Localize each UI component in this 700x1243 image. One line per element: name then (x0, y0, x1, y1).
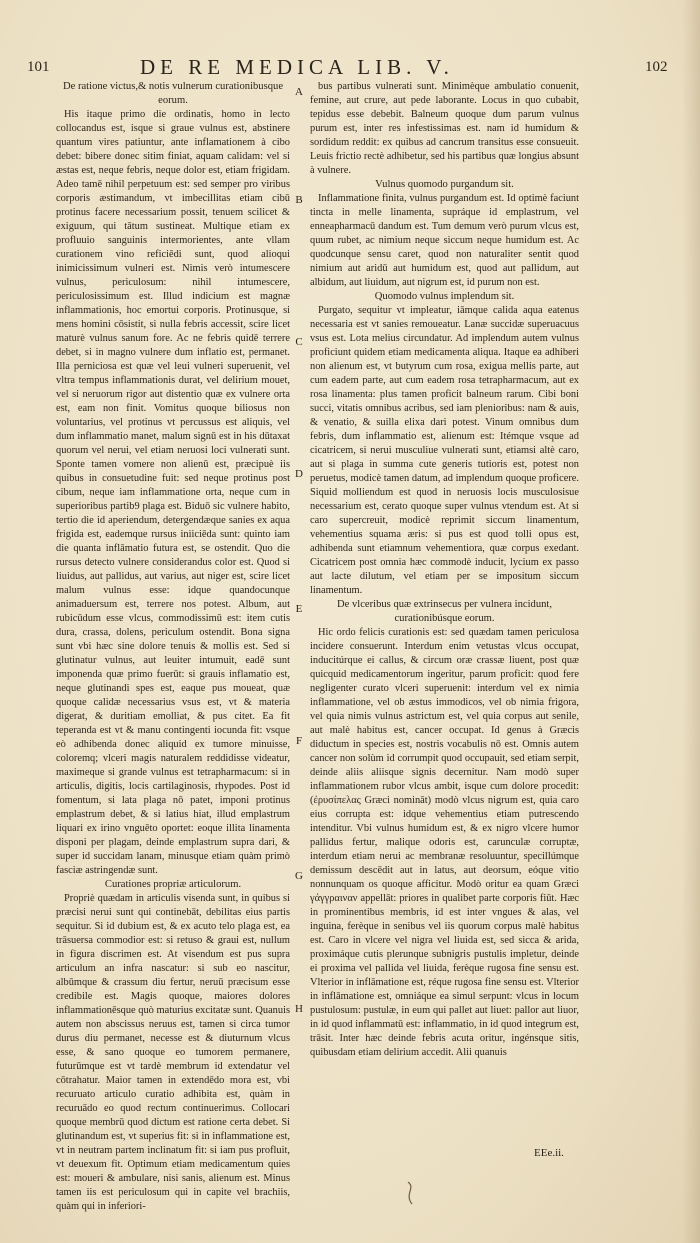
paragraph-victus: His itaque primo die ordinatis, homo in lecto collocandus est, isque si graue vulnus est, abstinere quantum vires patiuntur, ante inflamationem à cibo debet: bibere donec sitim finiat, aquam calidam: vel si æstas est, neque febris, neque dolor est, etiam frigidam. Adeo tamē nihil perpetuum est: sed semper pro viribus corporis æstimandum, vt imbecillitas etiam cibū protinus facere necessarium possit, tenuem scilicet & exiguum, qui tātum sustineat. Multique etiam ex profluuio sanguinis intermorientes, ante vllam curationem vino reficiēdi sunt, quod alioqui inimicissimum vulneri est. Nimis verò intumescere vulnus, periculosum: nihil intumescere, periculosissimum est. Illud indicium est magnæ inflammationis, hoc emortui corporis. Protinusque, si mens homini cōsistit, si nulla febris accessit, scire licet maturè vulnus sanum fore. Ac ne febris quidē terrere debet, si in magno vulnere dum inflatio est, permanet. Illa perniciosa est quæ vel leui vulneri superuenit, vel vltra tempus inflammationis durat, vel delirium mouet, vel si neruorum rigor aut distentio quæ ex vulnere orta est, eam non finit. Vomitus quoque biliosus non voluntarius, vel protinus vt percussus est aliquis, vel dum inflammatio manet, malum signū est in his dūtaxat quorum vel nerui, vel etiam neruosi loci vulnerati sunt. Sponte tamen vomere non alienū est, præcipuè iis quibus in consuetudine fuit: sed neque protinus post cibum, neque iam inflammatione orta, neque cum in superioribus partib9 plaga est. Biduō sic vulnere habito, tertio die id aperiendum, detergendæque sanies ex aqua frigida est, eademque rursus iniiciēda sunt: quinto iam die quanta inflāmatio futura est, se ostendit. Quo die rursus detecto vulnere considerandus color est. Quod si liuidus, aut pallidus, aut varius, aut niger est, scire licet malum vulnus esse: idque quandocunque animaduersum est, terrere nos potest. Album, aut rubicūdum esse vlcus, commodissimū est: item cutis dura, crassa, dolens, periculum ostendit. Bona signa sunt vbi hæc sine dolore tenuis & mollis est. Sed si glutinatur vulnus, aut leuiter intumuit, eadē sunt imponenda quæ primo fuerūt: si grauis inflamatio est, neque glutinandi spes est, eaque pus moueat, quæ quoque calidæ necessarius vsus est, vt & materia digerat, & duritiam emolliat, & pus citet. Ea fit teperanda est vt & manu contingenti iocunda fit: vsque eò adhibenda donec aliquid ex tumore minuisse, coloremq; vlceri magis naturalem reddidisse videatur, maximeque si grande vulnus est tetrapharmacum: si in articulis, digitis, locis cartilaginosis, rhypodes. Post id fomentum, si lata plaga nō patet, imponi protinus emplastrum debet, & si latius hiat, illud emplastrum liquari ex irino vnguēto oportet: eoque illita linamenta disponi per plagam, deinde emplastrum supra dari, & super id succidam lanam, minusque etiam quàm primò fasciæ astringendæ sunt. (56, 109, 290, 876)
paragraph-vlceribus: Hic ordo felicis curationis est: sed quædam tamen periculosa incidere consuerunt. Interdum enim vetustas vlcus occupat, inducitúrque ei callus, & circum oræ crassæ liuent, post quæ quicquid medicamentorum ingeritur, parum proficit: quod fere negligenter curato vlceri superuenit: interdum vel ex nimia inflammatione, vel ob æstus immodicos, vel ob nimia frigora, vel quia nimis vulnus astrictum est, vel quia corpus aut senile, aut malè habitus est, cancer occupat. Id genus à Græcis diductum in species est, nostris vocabulis nō est. Omnis autem cancer non solùm id corrumpit quod occupauit, sed etiam serpit, deinde aliis aliisque signis decernitur. Nam modò super inflammationem rubor vlcus ambit, isque cum dolore procedit: (ἐρυσίπελας Græci nomināt) modò vlcus nigrum est, quia caro eius corrupta est: idque vehementius etiam putrescendo intenditur. Vbi vulnus humidum est, & ex nigro vlcere humor pallidus fertur, malique odoris est, carunculæ corruptæ, interdum etiam nerui ac membranæ resoluuntur, specillúmque demissum descēdit aut in latus, aut deorsum, eóque vitio nonnunquam os quoque afficitur. Modò oritur ea quam Græci γάγγραιναν appellāt: priores in qualibet parte corporis fiūt. Hæc in prominentibus membris, id est inter vngues & alas, vel inguina, ferèque in senibus vel iis quorum corpus malè habitus est. Caro in vlcere vel nigra vel liuida est, sed sicca & arida, proximáque cutis plerunque subnigris pustulis impletur, deinde ei proxima vel pallida vel liuida, ferèque rugosa fine sensu est. Vlterior in inflāmatione est, réque rugosa fine sensu est. Vlterior in inflāmatione est, omniáque ea simul serpunt: vlcus in locum pustulosum: pustulæ, in eum qui pallet aut liuet: pallor aut liuor, in id quod inflammatū est: inflammatio, in id quod integrum est, trāsit. Inter hæc deinde febris acuta oritur, ingénsque sitis, quibusdam etiam delirium accedit. Alii quanuis (310, 627, 579, 1058)
paragraph-implendum: Purgato, sequitur vt impleatur, iāmque calida aqua eatenus necessaria est vt sanies remoueatur. Lanæ succidæ superuacuus vsus est. Lota melius circundatur. Ad implendum autem vulnus proficiunt quidem etiam medicamenta aliqua. Itaque ea adhiberi non alienum est, vt butyrum cum rosa, exigua mellis parte, aut cum eadem parte, aut cum eadem rosa tetrapharmacum, aut ex rosa linamenta: plus tamen proficit balneum rarum. Cibi boni succi, vitatis omnibus acribus, sed iam plenioribus: nam & auis, & venatio, & suilla elixa dari potest. Vinum omnibus dum febris, dum inflammatio est, alienum est: Itémque vsque ad cicatricem, si nerui musculiue vulnerati sunt, etiamsi altè caro, aut si plaga in summa cute generis tutioris est, potest non peruetus, modicè tamen datum, ad implendum quoque proficere. Siquid molliendum est quod in neruosis locis musculosisue necessarium est, cerato quoque super vulnus vtendum est. At si caro supercreuit, modicè reprimit siccum linamentum, vehementius squama æris: si pus est quod tolli opus est, adhibenda sunt etiamnum vehementiora, quæ corpus exedant. Cicatricem post omnia hæc commodè inducit, lycium ex passo aut lacte dilutum, vel etiam per se impositum siccum linamentum. (310, 305, 579, 596)
marginal-letter-c: C (295, 336, 303, 348)
section-heading-curationes-articulorum: Curationes propriæ articulorum. (104, 879, 242, 890)
stray-thread-mark (400, 1180, 422, 1206)
running-head (0, 57, 700, 81)
section-heading-vulnus-purgandum: Vulnus quomodo purgandum sit. (375, 179, 514, 190)
signature-mark: EEe.ii. (534, 1147, 564, 1159)
page-edge-shadow (682, 0, 700, 1243)
marginal-letter-f: F (295, 735, 303, 747)
marginal-letter-b: B (295, 194, 303, 206)
right-column (310, 80, 579, 1148)
section-heading-vulnus-implendum: Quomodo vulnus implendum sit. (374, 291, 515, 302)
paragraph-continuation: bus partibus vulnerati sunt. Minimèque ambulatio conuenit, femine, aut crure, aut pede laborante. Locus in quo cubabit, tepidus esse debebit. Balneum quoque dum parum vulnus purum est, inter res infestissimas est. nam id humidum & sordidum reddit: ex quibus ad cancrum transitus esse consueuit. Leuis frictio rectè adhibetur, sed his partibus quæ longius absunt à vulnere. (310, 81, 579, 176)
marginal-letter-e: E (295, 603, 303, 615)
folio-right: 102 (645, 59, 668, 75)
folio-left: 101 (27, 59, 50, 75)
marginal-letter-a: A (295, 86, 303, 98)
running-title: DE RE MEDICA LIB. V. (140, 55, 454, 79)
paragraph-articulorum: Propriè quædam in articulis visenda sunt, in quibus si præcisi nerui sunt qui continebāt, debilitas eius partis sequitur. Si id dubium est, & ex acuto telo plaga est, ea trāsuersa commodior est: si retuso & graui est, nullum in figura discrimen est. At visendum est pus supra articulum an infra nascatur: si sub eo nascitur, albūmque & crassum diu fertur, neruū præcisum esse credibile est. Magis quoque, maiores dolores inflammationēsque quò maturius excitatæ sunt. Quanuis autem non abscissus neruus est, tamen si circa tumor durus diu permanet, necesse est & diuturnum vlcus esse, & sano quoque eo tumorem permanere, futurūmque est vt tardè membrum id extendatur vel cōtrahatur. Maior tamen in extendēdo mora est, vbi recuruato articulo curatio adhibita est, quàm in recuruādo eo quod rectum continuerimus. Collocari quoque membrū quod dictum est ratione certa debet. Si glutinandum est, vt superius fit: si in inflammatione est, vt in neutram partem inclinatum fit: si iam pus profluit, vt deuexum fit. Optimum etiam medicamentum quies est: moueri & ambulare, nisi sanis, alienum est. Minus tamen iis est periculosum qui in capite vel brachiis, quàm qui in inferiori- (56, 893, 290, 1212)
left-column (56, 80, 290, 1212)
marginal-letter-h: H (295, 1003, 303, 1015)
section-heading-de-vlceribus: De vlceribus quæ extrinsecus per vulnera incidunt, curationibúsque eorum. (336, 599, 553, 624)
marginal-letter-g: G (295, 870, 303, 882)
marginal-letter-d: D (295, 468, 303, 480)
paragraph-purgandum: Inflammatione finita, vulnus purgandum est. Id optimè faciunt tincta in melle linamenta, supráque id emplastrum, vel enneapharmacū dandum est. Tum demum verò purum vlcus est, quum rubet, ac nimium neque siccum neque humidum est. Ac quodcunque sensu caret, quod non naturaliter sentit quod nimium aut aridū aut humidum est, quod aut pallidum, aut albidum, aut liuidum, aut nigrum est, id purum non est. (310, 193, 579, 288)
section-heading-de-ratione-victus: De ratione victus,& notis vulnerum curationibusque eorum. (62, 81, 284, 106)
